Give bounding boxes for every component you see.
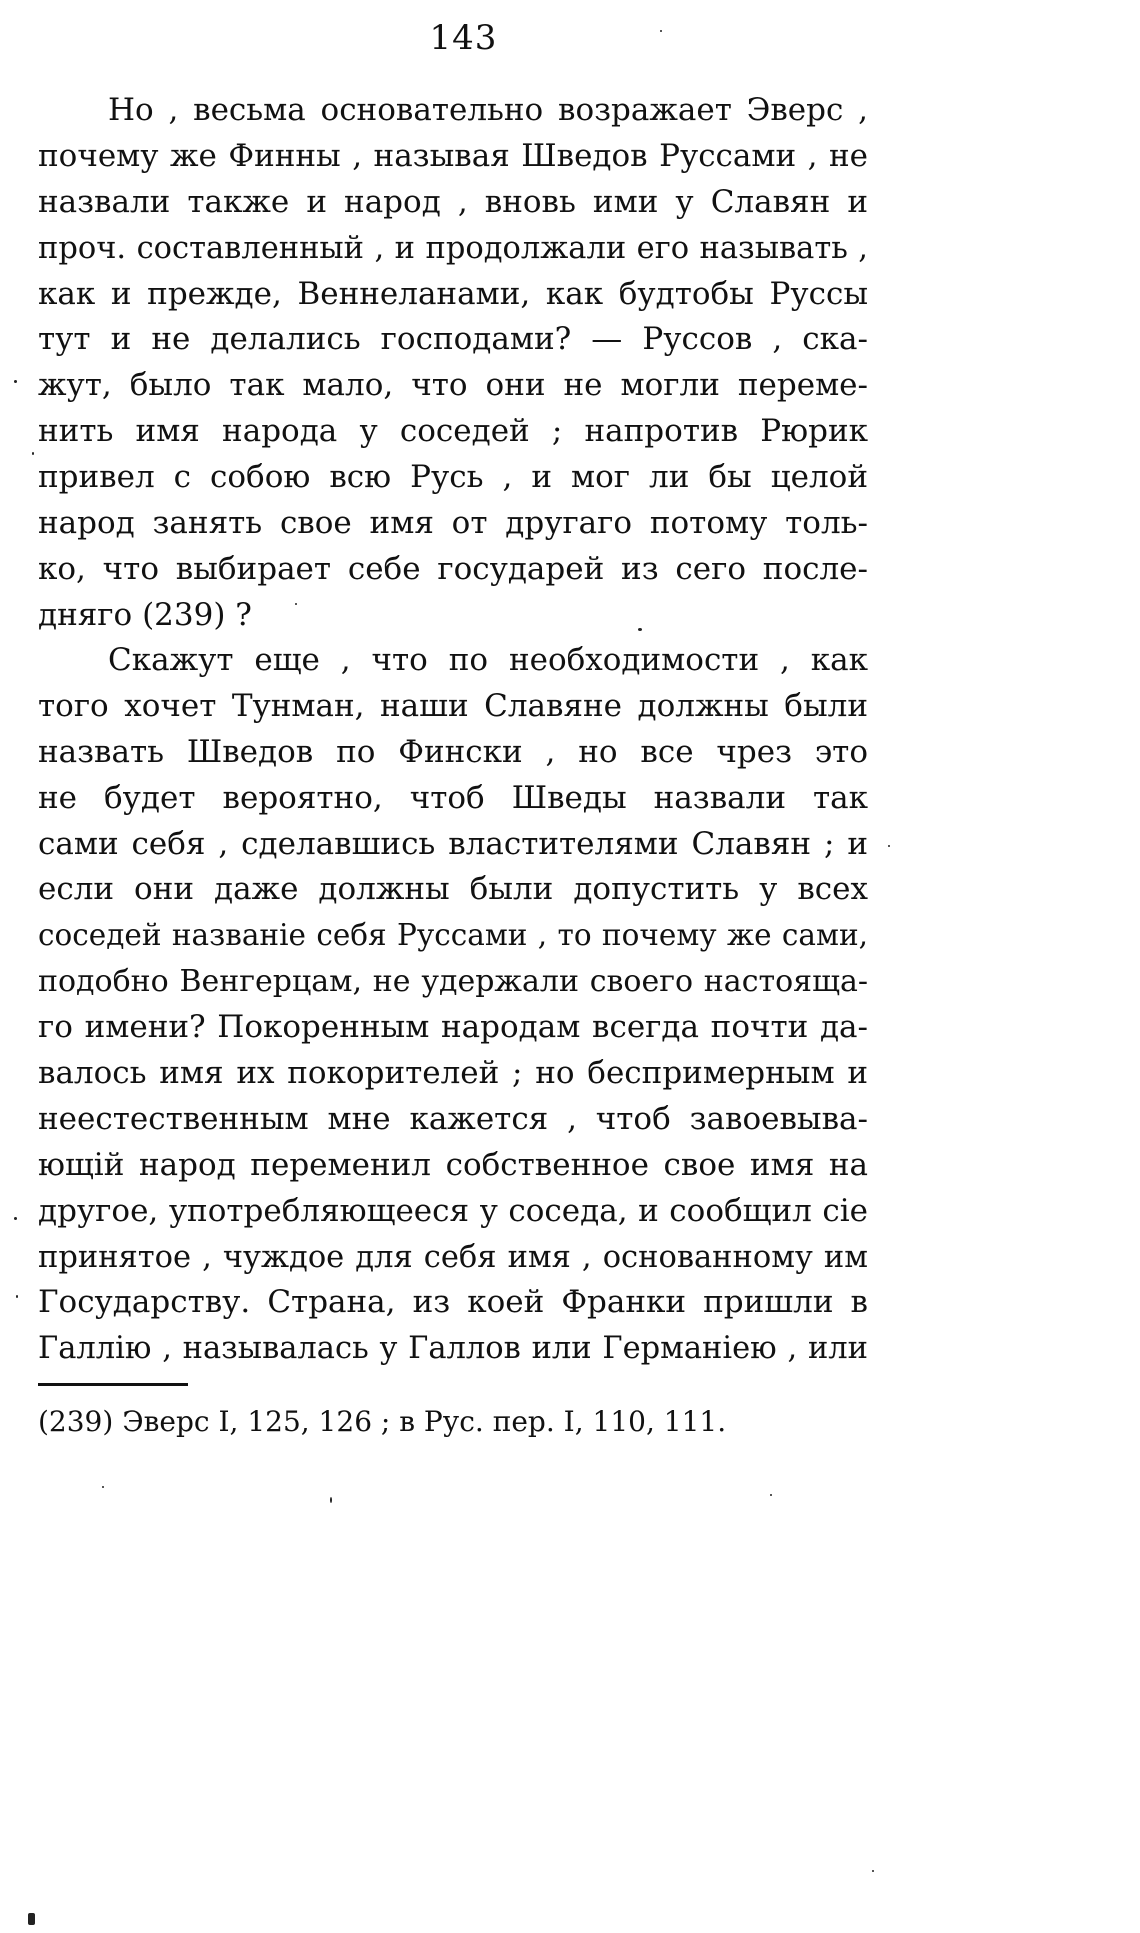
scan-speck	[638, 628, 642, 631]
paragraph-1	[38, 88, 868, 639]
text-line: соседей названіе себя Руссами , то почему же сами,	[38, 918, 868, 953]
text-line: другое, употребляющееся у соседа, и сообщил сіе	[38, 1192, 868, 1229]
scan-speck	[16, 1295, 18, 1298]
text-line: ко, что выбирает себе государей из сего после-	[38, 550, 868, 587]
text-line: проч. составленный , и продолжали его называть ,	[38, 230, 868, 266]
text-line: жут, было так мало, что они не могли переме-	[38, 367, 868, 404]
text-line: того хочет Тунман, наши Славяне должны были	[38, 687, 868, 724]
text-line: неестественным мне кажется , чтоб завоевыва-	[38, 1100, 868, 1137]
scan-speck	[330, 1497, 332, 1503]
page-number: 143	[429, 18, 498, 58]
text-line: привел с собою всю Русь , и мог ли бы целой	[38, 459, 868, 496]
scan-speck	[660, 30, 662, 32]
text-line: почему же Финны , называя Шведов Руссами , не	[38, 137, 868, 174]
text-line: Но , весьма основательно возражает Эверс ,	[108, 92, 868, 128]
text-line: назвать Шведов по Фински , но все чрез это	[38, 733, 868, 770]
text-line: нить имя народа у соседей ; напротив Рюрик	[38, 413, 868, 450]
text-line: сами себя , сделавшись властителями Славян ; и	[38, 825, 868, 862]
footnote: (239) Эверс I, 125, 126 ; в Рус. пер. I, 110, 111.	[38, 1405, 727, 1438]
scan-speck	[872, 1870, 874, 1872]
text-line: народ занять свое имя от другаго потому толь-	[38, 505, 868, 542]
text-line: назвали также и народ , вновь ими у Славян и	[38, 183, 868, 220]
text-line: валось имя их покорителей ; но беспримерным и	[38, 1055, 868, 1092]
paragraph-2	[38, 638, 868, 1372]
text-line: если они даже должны были допустить у всех	[38, 871, 868, 908]
text-line: тут и не делались господами? — Руссов , ска-	[38, 321, 868, 358]
text-line: как и прежде, Веннеланами, как будтобы Руссы	[38, 275, 868, 312]
scan-speck	[102, 1486, 104, 1488]
scan-speck	[14, 380, 17, 383]
scan-speck	[32, 452, 34, 455]
scan-speck	[14, 1217, 17, 1220]
footnote-divider	[38, 1383, 188, 1386]
text-line: Скажут еще , что по необходимости , как	[108, 642, 868, 678]
scan-speck	[888, 845, 890, 847]
scan-speck	[295, 603, 297, 605]
text-line: ющій народ переменил собственное свое имя на	[38, 1146, 868, 1183]
scan-speck	[770, 1494, 772, 1496]
text-line: Галлію , называлась у Галлов или Германіею , или	[38, 1331, 868, 1367]
text-line: не будет вероятно, чтоб Шведы назвали так	[38, 779, 868, 816]
text-line: Государству. Страна, из коей Франки пришли в	[38, 1284, 868, 1321]
text-line: дняго (239) ?	[38, 596, 252, 633]
text-line: го имени? Покоренным народам всегда почти да-	[38, 1009, 868, 1046]
text-line: подобно Венгерцам, не удержали своего настояща-	[38, 964, 868, 1000]
text-line: принятое , чуждое для себя имя , основанному им	[38, 1239, 868, 1275]
scan-speck	[28, 1913, 35, 1925]
